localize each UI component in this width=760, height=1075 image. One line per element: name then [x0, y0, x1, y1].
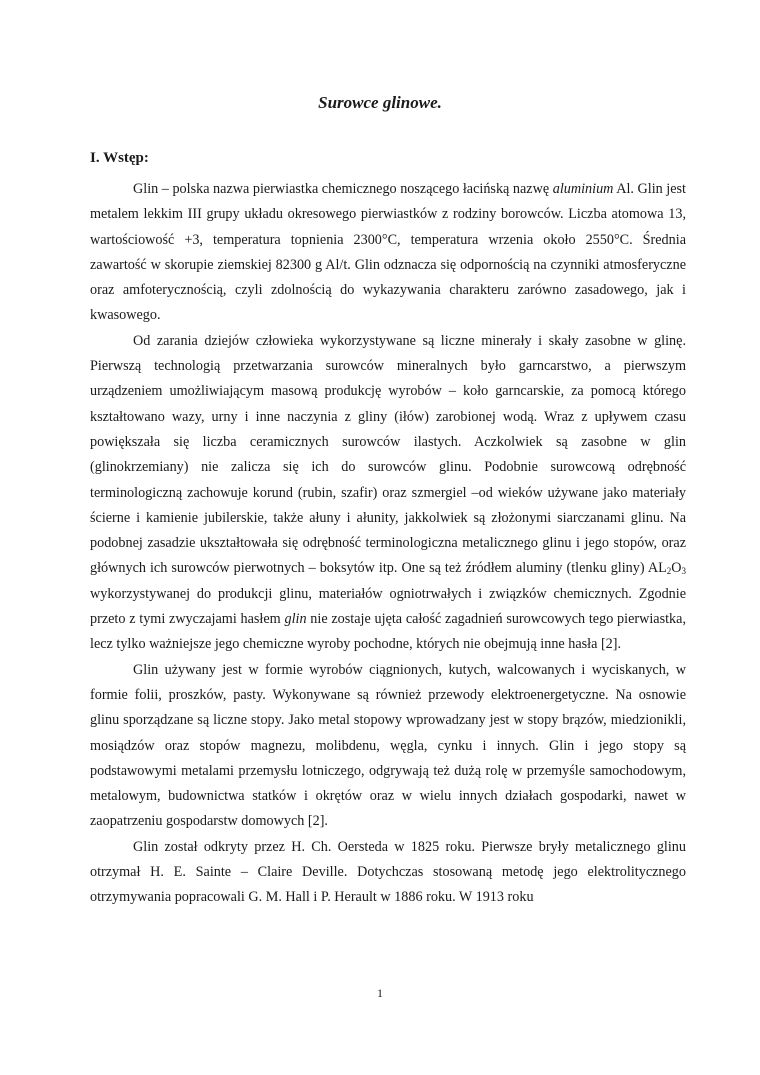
text-segment: wykorzystywanej do produkcji glinu, materiałów ogniotrwałych i związków chemicznych. Zgodnie przeto z tymi zwyczajami hasłem — [90, 585, 686, 628]
text-segment: Glin używany jest w formie wyrobów ciągnionych, kutych, walcowanych i wyciskanych, w formie folii, proszków, pasty. Wykonywane są również przewody elektroenergetyczne. Na osnowie glinu sporządzane są liczne stopy. Jako metal stopowy wprowadzany jest w stopy brązów, miedzionikli, mosiądzów oraz stopów magnezu, molibdenu, węgla, cynku i innych. Glin i jego stopy są podstawowymi metalami przemysłu lotniczego, odgrywają też dużą rolę w przemyśle samochodowym, metalowym, budownictwa statków i okrętów oraz w wielu innych działach gospodarki, nawet w zaopatrzeniu gospodarstw domowych [2]. — [90, 661, 686, 830]
text-segment: Al. Glin jest metalem lekkim III grupy układu okresowego pierwiastków z rodziny borowców. Liczba atomowa 13, wartościowość +3, temperatura topnienia 2300°C, temperatura wrzenia około 2550°C. Średnia zawartość w skorupie ziemskiej 82300 g Al/t. Glin odznacza się odpornością na czynniki atmosferyczne oraz amfoterycznością, czyli zdolnością do wykazywania charakteru zarówno zasadowego, jak i kwasowego. — [90, 181, 686, 324]
text-segment: Od zarania dziejów człowieka wykorzystywane są liczne minerały i skały zasobne w glinę. Pierwszą technologią przetwarzania surowców mineralnych było garncarstwo, a pierwszym urządzeniem umożliwiającym masową produkcję wyrobów – koło garncarskie, za pomocą którego kształtowano wazy, urny i inne naczynia z gliny (iłów) zarobionej wodą. Wraz z upływem czasu powiększała się liczba ceramicznych surowców ilastych. Aczkolwiek są zasobne w glin (glinokrzemiany) nie zalicza się ich do surowców glinu. Podobnie surowcową odrębność terminologiczną zachowuje korund (rubin, szafir) oraz szmergiel –od wieków używane jako materiały ścierne i kamienie jubilerskie, także ałuny i ałunity, jakkolwiek są złożonymi siarczanami glinu. Na podobnej zasadzie ukształtowała się odrębność terminologiczna metalicznego glinu i jego stopów, oraz głównych ich surowców pierwotnych – boksytów itp. One są też źródłem aluminy (tlenku gliny) AL — [90, 332, 686, 577]
section-heading: I. Wstęp: — [90, 150, 149, 166]
body-text — [90, 177, 686, 911]
paragraph — [90, 658, 686, 835]
italic-term: glin — [284, 611, 307, 628]
text-segment: O — [671, 560, 682, 577]
subscript: 2 — [666, 566, 672, 577]
page-number: 1 — [377, 986, 383, 1000]
text-segment: Glin – polska nazwa pierwiastka chemicznego noszącego łacińską nazwę — [133, 181, 553, 197]
paragraph — [90, 835, 686, 911]
subscript: 3 — [681, 566, 686, 577]
paragraph — [90, 177, 686, 329]
paragraph — [90, 329, 686, 658]
text-segment: Glin został odkryty przez H. Ch. Oersteda w 1825 roku. Pierwsze bryły metalicznego glinu otrzymał H. E. Sainte – Claire Deville. Dotychczas stosowaną metodę jego elektrolitycznego otrzymywania popracowali G. M. Hall i P. Herault w 1886 roku. W 1913 roku — [90, 838, 686, 906]
text-segment: nie zostaje ujęta całość zagadnień surowcowych tego pierwiastka, lecz tylko ważniejsze jego chemiczne wyroby pochodne, których nie obejmują inne hasła [2]. — [90, 611, 686, 653]
italic-term: aluminium — [552, 181, 614, 197]
document-title: Surowce glinowe. — [318, 93, 442, 112]
